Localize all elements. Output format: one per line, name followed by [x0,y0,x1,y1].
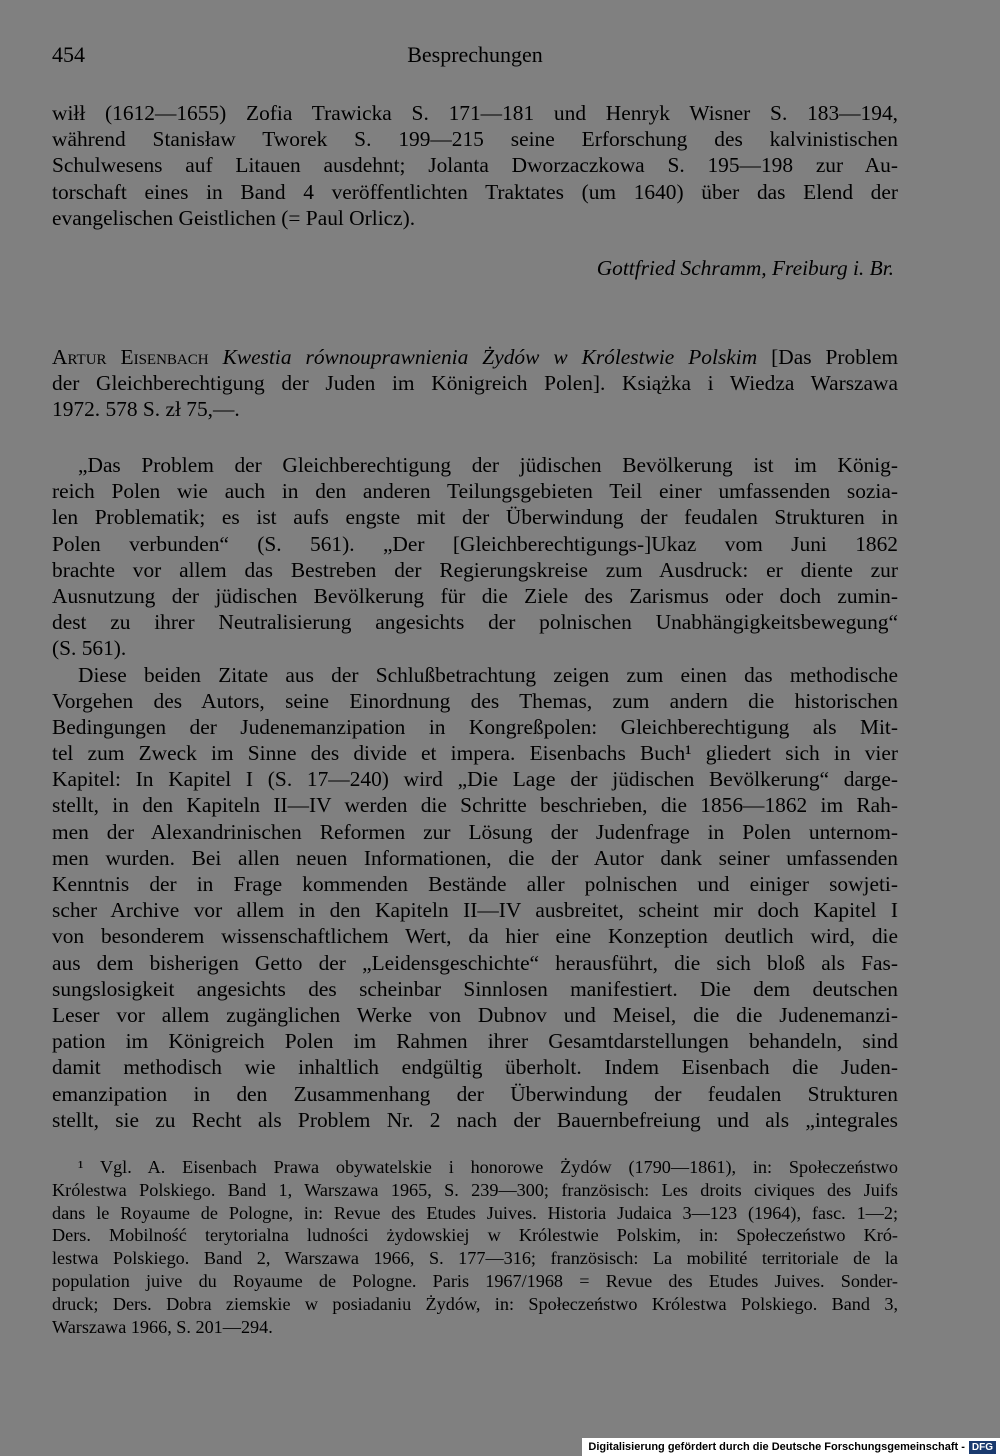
text-line: Kapitel: In Kapitel I (S. 17—240) wird „Die Lage der jüdischen Bevölkerung“ darge- [52,767,898,792]
footnote-line: Ders. Mobilność terytorialna ludności żydowskiej w Królestwie Polskim, in: Społeczeństwo Kró- [52,1225,898,1246]
text-line: Bedingungen der Judenemanzipation in Kongreßpolen: Gleichberechtigung als Mit- [52,714,898,739]
footnote [52,1156,898,1338]
text-line: „Das Problem der Gleichberechtigung der jüdischen Bevölkerung ist im König- [78,453,898,477]
text-line: men wurden. Bei allen neuen Informationen, die der Autor dank seiner umfassenden [52,845,898,870]
text-line: brachte vor allem das Bestreben der Regierungskreise zum Ausdruck: er diente zur [52,557,898,582]
text-line: men der Alexandrinischen Reformen zur Lösung der Judenfrage in Polen unternom- [52,819,898,844]
book-title: Kwestia równouprawnienia Żydów w Królestwie Polskim [222,345,758,369]
text-line: Ausnutzung der jüdischen Bevölkerung für die Ziele des Zarismus oder doch zumin- [52,583,898,608]
text-line: von besonderem wissenschaftlichem Wert, da hier eine Konzeption deutlich wird, die [52,924,898,949]
review-bibliographic-heading [52,344,898,423]
page-header [52,42,898,72]
text-line: stellt, in den Kapiteln II—IV werden die Schritte beschrieben, die 1856—1862 im Rah- [52,793,898,818]
text-line: Schulwesens auf Litauen ausdehnt; Jolanta Dworzaczkowa S. 195—198 zur Au- [52,153,898,178]
footnote-line: Warszawa 1966, S. 201—294. [52,1316,273,1337]
footnote-line: Królestwa Polskiego. Band 1, Warszawa 1965, S. 239—300; französisch: Les droits civiques des Juifs [52,1179,898,1200]
text-line: dest zu ihrer Neutralisierung angesichts der polnischen Unabhängigkeitsbewegung“ [52,610,898,635]
text-line: evangelischen Geistlichen (= Paul Orlicz). [52,205,416,230]
text-line: Leser vor allem zugänglichen Werke von Dubnov und Meisel, die die Judenemanzi- [52,1002,898,1027]
text-line: stellt, sie zu Recht als Problem Nr. 2 nach der Bauernbefreiung und als „integrales [52,1107,898,1132]
footnote-line: population juive du Royaume de Pologne. Paris 1967/1968 = Revue des Etudes Juives. Sonder- [52,1270,898,1291]
text-line: pation im Königreich Polen im Rahmen ihrer Gesamtdarstellungen behandeln, sind [52,1029,898,1054]
page-number: 454 [52,42,85,67]
text-line: Diese beiden Zitate aus der Schlußbetrachtung zeigen zum einen das methodische [78,662,898,687]
text-line: sungslosigkeit angesichts des scheinbar Sinnlosen manifestiert. Die dem deutschen [52,976,898,1001]
previous-review-ending [52,100,898,231]
running-title: Besprechungen [407,42,543,67]
text-line: len Problematik; es ist aufs engste mit der Überwindung der feudalen Strukturen in [52,505,898,530]
heading-line-1 [52,344,898,370]
text-line: damit methodisch wie inhaltlich endgültig überholt. Indem Eisenbach die Juden- [52,1055,898,1080]
text-line: scher Archive vor allem in den Kapiteln II—IV ausbreitet, scheint mir doch Kapitel I [52,898,898,923]
footnote-line: lestwa Polskiego. Band 2, Warszawa 1966, S. 177—316; französisch: La mobilité territoriale de la [52,1248,898,1269]
text-line: Kenntnis der in Frage kommenden Bestände aller polnischen und einiger sowjeti- [52,872,898,896]
text-line: torschaft eines in Band 4 veröffentlichten Traktates (um 1640) über das Elend der [52,179,898,204]
footnote-line: druck; Ders. Dobra ziemskie w posiadaniu Żydów, in: Społeczeństwo Królestwa Polskiego. Band 3, [52,1293,898,1314]
review-body [52,452,898,1133]
reviewer-signature: Gottfried Schramm, Freiburg i. Br. [596,256,894,280]
footnote-line: dans le Royaume de Pologne, in: Revue des Etudes Juives. Historia Judaica 3—123 (1964), fasc. 1—2; [52,1202,898,1223]
text-line: (S. 561). [52,636,127,661]
text-line: 1972. 578 S. zł 75,—. [52,397,240,422]
digitization-credit [582,1438,1000,1456]
text-line: während Stanisław Tworek S. 199—215 seine Erforschung des kalvinistischen [52,127,898,152]
credit-text: Digitalisierung gefördert durch die Deutsche Forschungsgemeinschaft - [588,1441,965,1453]
text-line: reich Polen wie auch in den anderen Teilungsgebieten Teil einer umfassenden sozia- [52,479,898,504]
text-line: wiłł (1612—1655) Zofia Trawicka S. 171—181 und Henryk Wisner S. 183—194, [52,101,898,125]
text-line: Vorgehen des Autors, seine Einordnung des Themas, zum andern die historischen [52,688,898,713]
book-title-translation: [Das Problem [771,345,898,369]
text-line: der Gleichberechtigung der Juden im Königreich Polen]. Książka i Wiedza Warszawa [52,371,898,396]
text-line: tel zum Zweck im Sinne des divide et impera. Eisenbachs Buch¹ gliedert sich in vier [52,741,898,766]
footnote-line: ¹ Vgl. A. Eisenbach Prawa obywatelskie i honorowe Żydów (1790—1861), in: Społeczeństwo [78,1157,898,1177]
book-author: Artur Eisenbach [52,345,209,369]
text-line: Polen verbunden“ (S. 561). „Der [Gleichberechtigungs-]Ukaz vom Juni 1862 [52,531,898,556]
text-line: emanzipation in den Zusammenhang der Überwindung der feudalen Strukturen [52,1081,898,1106]
text-line: aus dem bisherigen Getto der „Leidensgeschichte“ herausführt, die sich bloß als Fas- [52,950,898,975]
dfg-logo: DFG [969,1441,996,1454]
